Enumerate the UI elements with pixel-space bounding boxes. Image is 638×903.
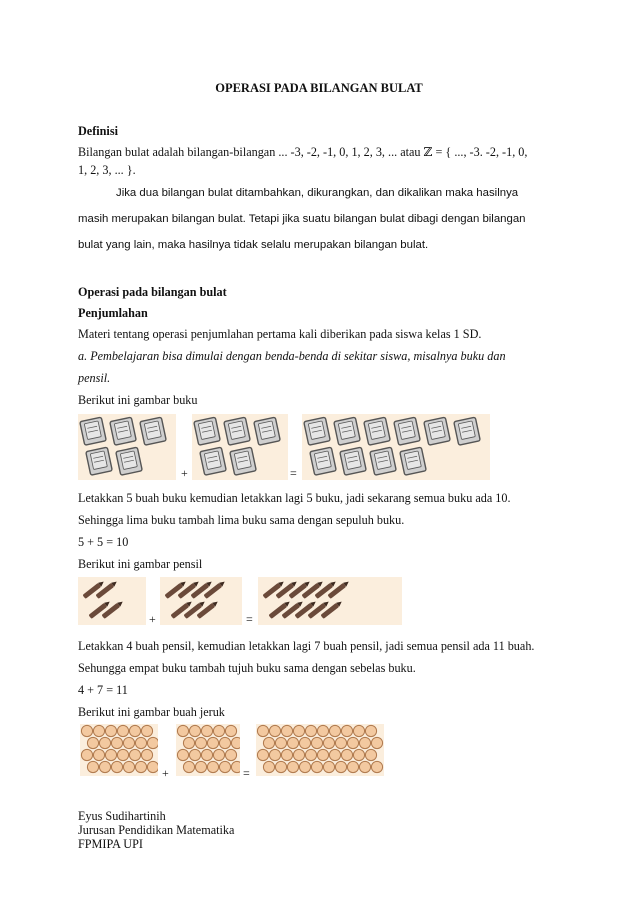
orange-icon [105,725,116,736]
definisi-line-2: 1, 2, 3, ... }. [78,163,136,177]
orange-icon [183,737,194,748]
footer-department: Jurusan Pendidikan Matematika [78,823,235,837]
orange-icon [207,737,218,748]
book-icon [230,447,257,475]
item-a-line-2: pensil. [78,371,111,385]
books-caption: Berikut ini gambar buku [78,393,198,407]
orange-icon [341,749,352,760]
orange-icon [189,749,200,760]
orange-icon [207,761,218,772]
pencil-icon [101,600,124,619]
footer-faculty: FPMIPA UPI [78,837,143,851]
item-a-line-1: a. Pembelajaran bisa dimulai dengan benda-benda di sekitar siswa, misalnya buku dan [78,349,506,363]
books-picture-3 [302,414,490,480]
orange-icon [299,761,310,772]
definisi-line-1: Bilangan bulat adalah bilangan-bilangan ... -3, -2, -1, 0, 1, 2, 3, ... atau ℤ = { ..., -3. -2, -1, 0, [78,145,528,159]
books-group-3 [302,414,490,480]
orange-icon [231,761,240,772]
definisi-heading: Definisi [78,124,118,138]
pencils-equation: 4 + 7 = 11 [78,683,128,697]
equals-sign: = [290,466,297,480]
pencils-picture-3 [258,577,402,625]
orange-icon [359,737,370,748]
book-icon [140,417,167,445]
pencils-text-1: Letakkan 4 buah pensil, kemudian letakkan lagi 7 buah pensil, jadi semua pensil ada 11 buah. [78,639,535,653]
orange-icon [117,749,128,760]
orange-icon [263,761,274,772]
book-icon [364,417,391,445]
orange-icon [123,737,134,748]
books-picture-2 [192,414,288,480]
orange-icon [213,725,224,736]
pencils-group-3 [258,577,402,625]
section-subheading: Penjumlahan [78,306,148,320]
plus-sign: + [162,766,169,780]
book-icon [80,417,107,445]
book-icon [394,417,421,445]
orange-icon [177,725,188,736]
orange-icon [111,761,122,772]
book-icon [424,417,451,445]
oranges-caption: Berikut ini gambar buah jeruk [78,705,225,719]
orange-icon [129,749,140,760]
orange-icon [141,749,152,760]
orange-icon [371,761,382,772]
orange-icon [123,761,134,772]
books-text-2: Sehingga lima buku tambah lima buku sama dengan sepuluh buku. [78,513,405,527]
book-icon [86,447,113,475]
paragraph-line-3: bulat yang lain, maka hasilnya tidak selalu merupakan bilangan bulat. [78,239,429,251]
orange-icon [257,749,268,760]
orange-icon [213,749,224,760]
books-group-1 [78,414,176,480]
pencils-group-1 [78,577,146,625]
orange-icon [99,761,110,772]
orange-icon [141,725,152,736]
orange-icon [105,749,116,760]
orange-icon [269,749,280,760]
equals-sign: = [243,766,250,780]
orange-icon [269,725,280,736]
oranges-group-1 [80,724,158,776]
section-heading: Operasi pada bilangan bulat [78,285,227,299]
pencils-text-2: Sehungga empat buku tambah tujuh buku sama dengan sebelas buku. [78,661,416,675]
orange-icon [201,749,212,760]
orange-icon [219,737,230,748]
book-icon [116,447,143,475]
page-title: OPERASI PADA BILANGAN BULAT [215,81,423,95]
oranges-picture-2 [176,724,240,776]
pencils-picture-1 [78,577,146,625]
orange-icon [359,761,370,772]
book-icon [254,417,281,445]
orange-icon [341,725,352,736]
orange-icon [287,737,298,748]
plus-sign: + [181,466,188,480]
book-icon [304,417,331,445]
orange-icon [305,749,316,760]
orange-icon [275,737,286,748]
orange-icon [225,725,236,736]
books-group-2 [192,414,288,480]
orange-icon [329,749,340,760]
book-icon [110,417,137,445]
orange-icon [93,749,104,760]
orange-icon [195,737,206,748]
equals-sign: = [246,612,253,626]
plus-sign: + [149,612,156,626]
pencil-icon [203,580,226,599]
orange-icon [135,737,146,748]
orange-icon [147,761,158,772]
orange-icon [347,761,358,772]
book-icon [224,417,251,445]
book-icon [310,447,337,475]
section-intro: Materi tentang operasi penjumlahan pertama kali diberikan pada siswa kelas 1 SD. [78,327,482,341]
orange-icon [281,725,292,736]
orange-icon [287,761,298,772]
orange-icon [111,737,122,748]
orange-icon [135,761,146,772]
orange-icon [323,737,334,748]
books-equation: 5 + 5 = 10 [78,535,129,549]
orange-icon [87,761,98,772]
footer-author: Eyus Sudihartinih [78,809,166,823]
orange-icon [117,725,128,736]
pencil-icon [320,600,343,619]
orange-icon [317,749,328,760]
pencils-caption: Berikut ini gambar pensil [78,557,203,571]
orange-icon [293,725,304,736]
pencils-group-2 [160,577,242,625]
orange-icon [293,749,304,760]
pencil-icon [95,580,118,599]
book-icon [200,447,227,475]
orange-icon [189,725,200,736]
orange-icon [347,737,358,748]
oranges-group-2 [176,724,240,776]
orange-icon [323,761,334,772]
orange-icon [365,749,376,760]
pencils-picture-2 [160,577,242,625]
orange-icon [335,737,346,748]
orange-icon [305,725,316,736]
orange-icon [195,761,206,772]
orange-icon [231,737,240,748]
pencil-icon [196,600,219,619]
book-icon [340,447,367,475]
orange-icon [317,725,328,736]
oranges-picture-1 [80,724,158,776]
orange-icon [311,737,322,748]
book-icon [370,447,397,475]
orange-icon [335,761,346,772]
orange-icon [81,749,92,760]
book-icon [454,417,481,445]
orange-icon [177,749,188,760]
orange-icon [201,725,212,736]
orange-icon [257,725,268,736]
orange-icon [263,737,274,748]
paragraph-line-2: masih merupakan bilangan bulat. Tetapi jika suatu bilangan bulat dibagi dengan bilangan [78,213,526,225]
orange-icon [129,725,140,736]
orange-icon [275,761,286,772]
orange-icon [353,749,364,760]
orange-icon [219,761,230,772]
orange-icon [299,737,310,748]
pencil-icon [327,580,350,599]
book-icon [194,417,221,445]
oranges-picture-3 [256,724,384,776]
books-text-1: Letakkan 5 buah buku kemudian letakkan lagi 5 buku, jadi sekarang semua buku ada 10. [78,491,511,505]
orange-icon [281,749,292,760]
orange-icon [183,761,194,772]
orange-icon [93,725,104,736]
orange-icon [225,749,236,760]
orange-icon [329,725,340,736]
orange-icon [87,737,98,748]
orange-icon [99,737,110,748]
book-icon [334,417,361,445]
orange-icon [371,737,382,748]
books-picture-1 [78,414,176,480]
orange-icon [365,725,376,736]
book-icon [400,447,427,475]
orange-icon [311,761,322,772]
paragraph-line-1: Jika dua bilangan bulat ditambahkan, dikurangkan, dan dikalikan maka hasilnya [116,187,519,199]
orange-icon [353,725,364,736]
orange-icon [147,737,158,748]
oranges-group-3 [256,724,384,776]
orange-icon [81,725,92,736]
